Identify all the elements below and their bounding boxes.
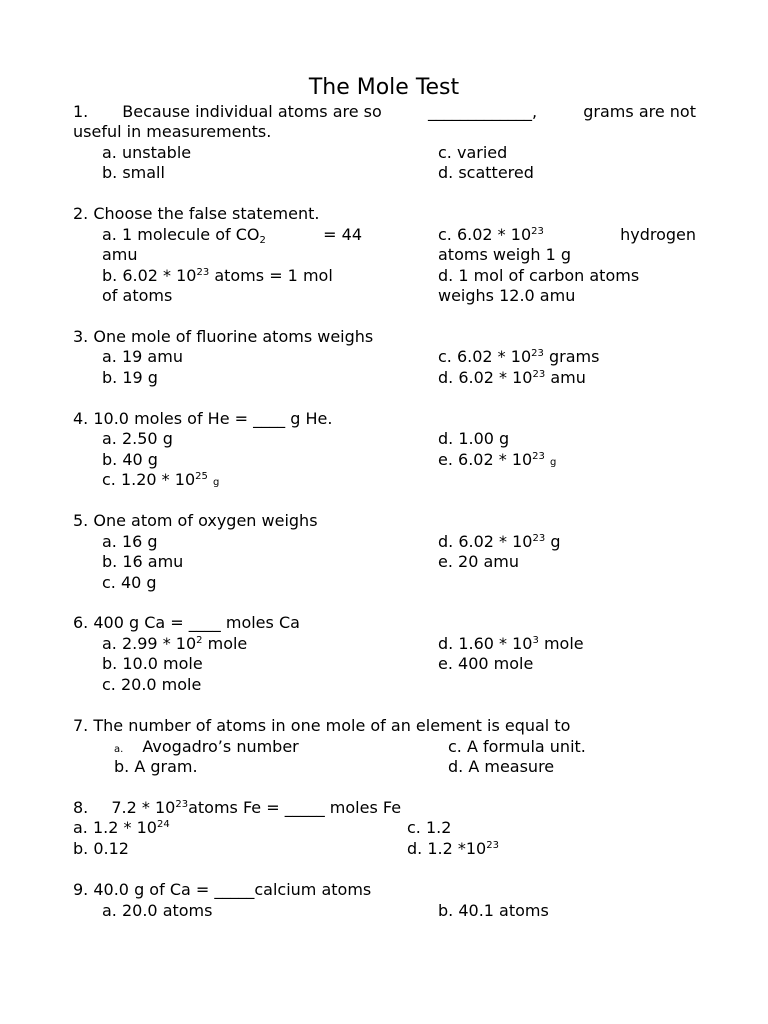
option-e: e. $6.02 * 10^{23}$ g (438, 450, 557, 469)
option-d: d. $1.60 * 10^3$ mole (438, 634, 584, 653)
question-6-stem: 6. 400 g Ca = ____ moles Ca (73, 613, 300, 632)
option-a: a. $2.99 * 10^2$ mole (102, 634, 248, 653)
option-d-cont: weighs 12.0 amu (438, 286, 576, 305)
option-b: b. 19 g (102, 368, 158, 387)
option-a: a. Avogadro’s number (114, 737, 299, 756)
option-a: a. 1 molecule of $CO_2$ = 44 (102, 225, 362, 246)
option-a: a. $1.2 * 10^{24}$ (73, 818, 170, 837)
option-e: e. 400 mole (438, 654, 534, 673)
option-b: b. 10.0 mole (102, 654, 203, 673)
option-b-cont: of atoms (102, 286, 173, 305)
option-b: b. $6.02 * 10^{23}$ atoms = 1 mol (102, 266, 333, 285)
option-a: a. 20.0 atoms (102, 901, 213, 920)
option-a: a. 2.50 g (102, 429, 173, 448)
option-b: b. 40 g (102, 450, 158, 469)
option-e: e. 20 amu (438, 552, 519, 571)
question-3-stem: 3. One mole of fluorine atoms weighs (73, 327, 374, 346)
option-b: b. A gram. (114, 757, 198, 776)
option-b: b. small (102, 163, 165, 182)
question-2-stem: 2. Choose the false statement. (73, 204, 320, 223)
option-d: d. $6.02 * 10^{23}$ amu (438, 368, 586, 387)
option-b: b. 0.12 (73, 839, 129, 858)
option-a: a. 16 g (102, 532, 158, 551)
option-c-cont: atoms weigh 1 g (438, 245, 572, 264)
option-d: d. scattered (438, 163, 534, 182)
option-c: c. varied (438, 143, 508, 162)
option-c: c. 40 g (102, 573, 157, 592)
option-d: d. 1 mol of carbon atoms (438, 266, 640, 285)
stem-text: grams are not (583, 102, 696, 121)
option-c: c. 20.0 mole (102, 675, 202, 694)
option-d: d. A measure (448, 757, 555, 776)
option-c: c. 1.2 (407, 818, 452, 837)
stem-text: Because individual atoms are so (122, 102, 382, 121)
question-5-stem: 5. One atom of oxygen weighs (73, 511, 318, 530)
question-1-stem-cont: useful in measurements. (73, 122, 272, 141)
question-7-stem: 7. The number of atoms in one mole of an element is equal to (73, 716, 571, 735)
option-b: b. 16 amu (102, 552, 184, 571)
option-c: c. $1.20 * 10^{25}$ g (102, 470, 220, 489)
option-b: b. 40.1 atoms (438, 901, 549, 920)
question-9-stem: 9. 40.0 g of Ca = _____calcium atoms (73, 880, 372, 899)
option-a-cont: amu (102, 245, 138, 264)
option-d: d. 1.00 g (438, 429, 510, 448)
page-title: The Mole Test (308, 75, 460, 100)
question-8-stem: 8. $7.2 * 10^{23}atoms$ Fe = _____ moles Fe (73, 798, 402, 817)
option-a: a. 19 amu (102, 347, 183, 366)
question-1-stem (73, 102, 696, 122)
option-c: c. A formula unit. (448, 737, 586, 756)
option-d: d. 1.2 $*10^{23}$ (407, 839, 499, 858)
option-c: c. $6.02 * 10^{23}$ grams (438, 347, 600, 366)
answer-blank: _____________, (427, 102, 538, 121)
question-4-stem: 4. 10.0 moles of He = ____ g He. (73, 409, 333, 428)
option-a: a. unstable (102, 143, 192, 162)
option-d: d. $6.02 * 10^{23}$ g (438, 532, 561, 551)
question-number: 1. (73, 102, 89, 121)
option-c: c. $6.02 * 10^{23}$ hydrogen (438, 225, 696, 244)
